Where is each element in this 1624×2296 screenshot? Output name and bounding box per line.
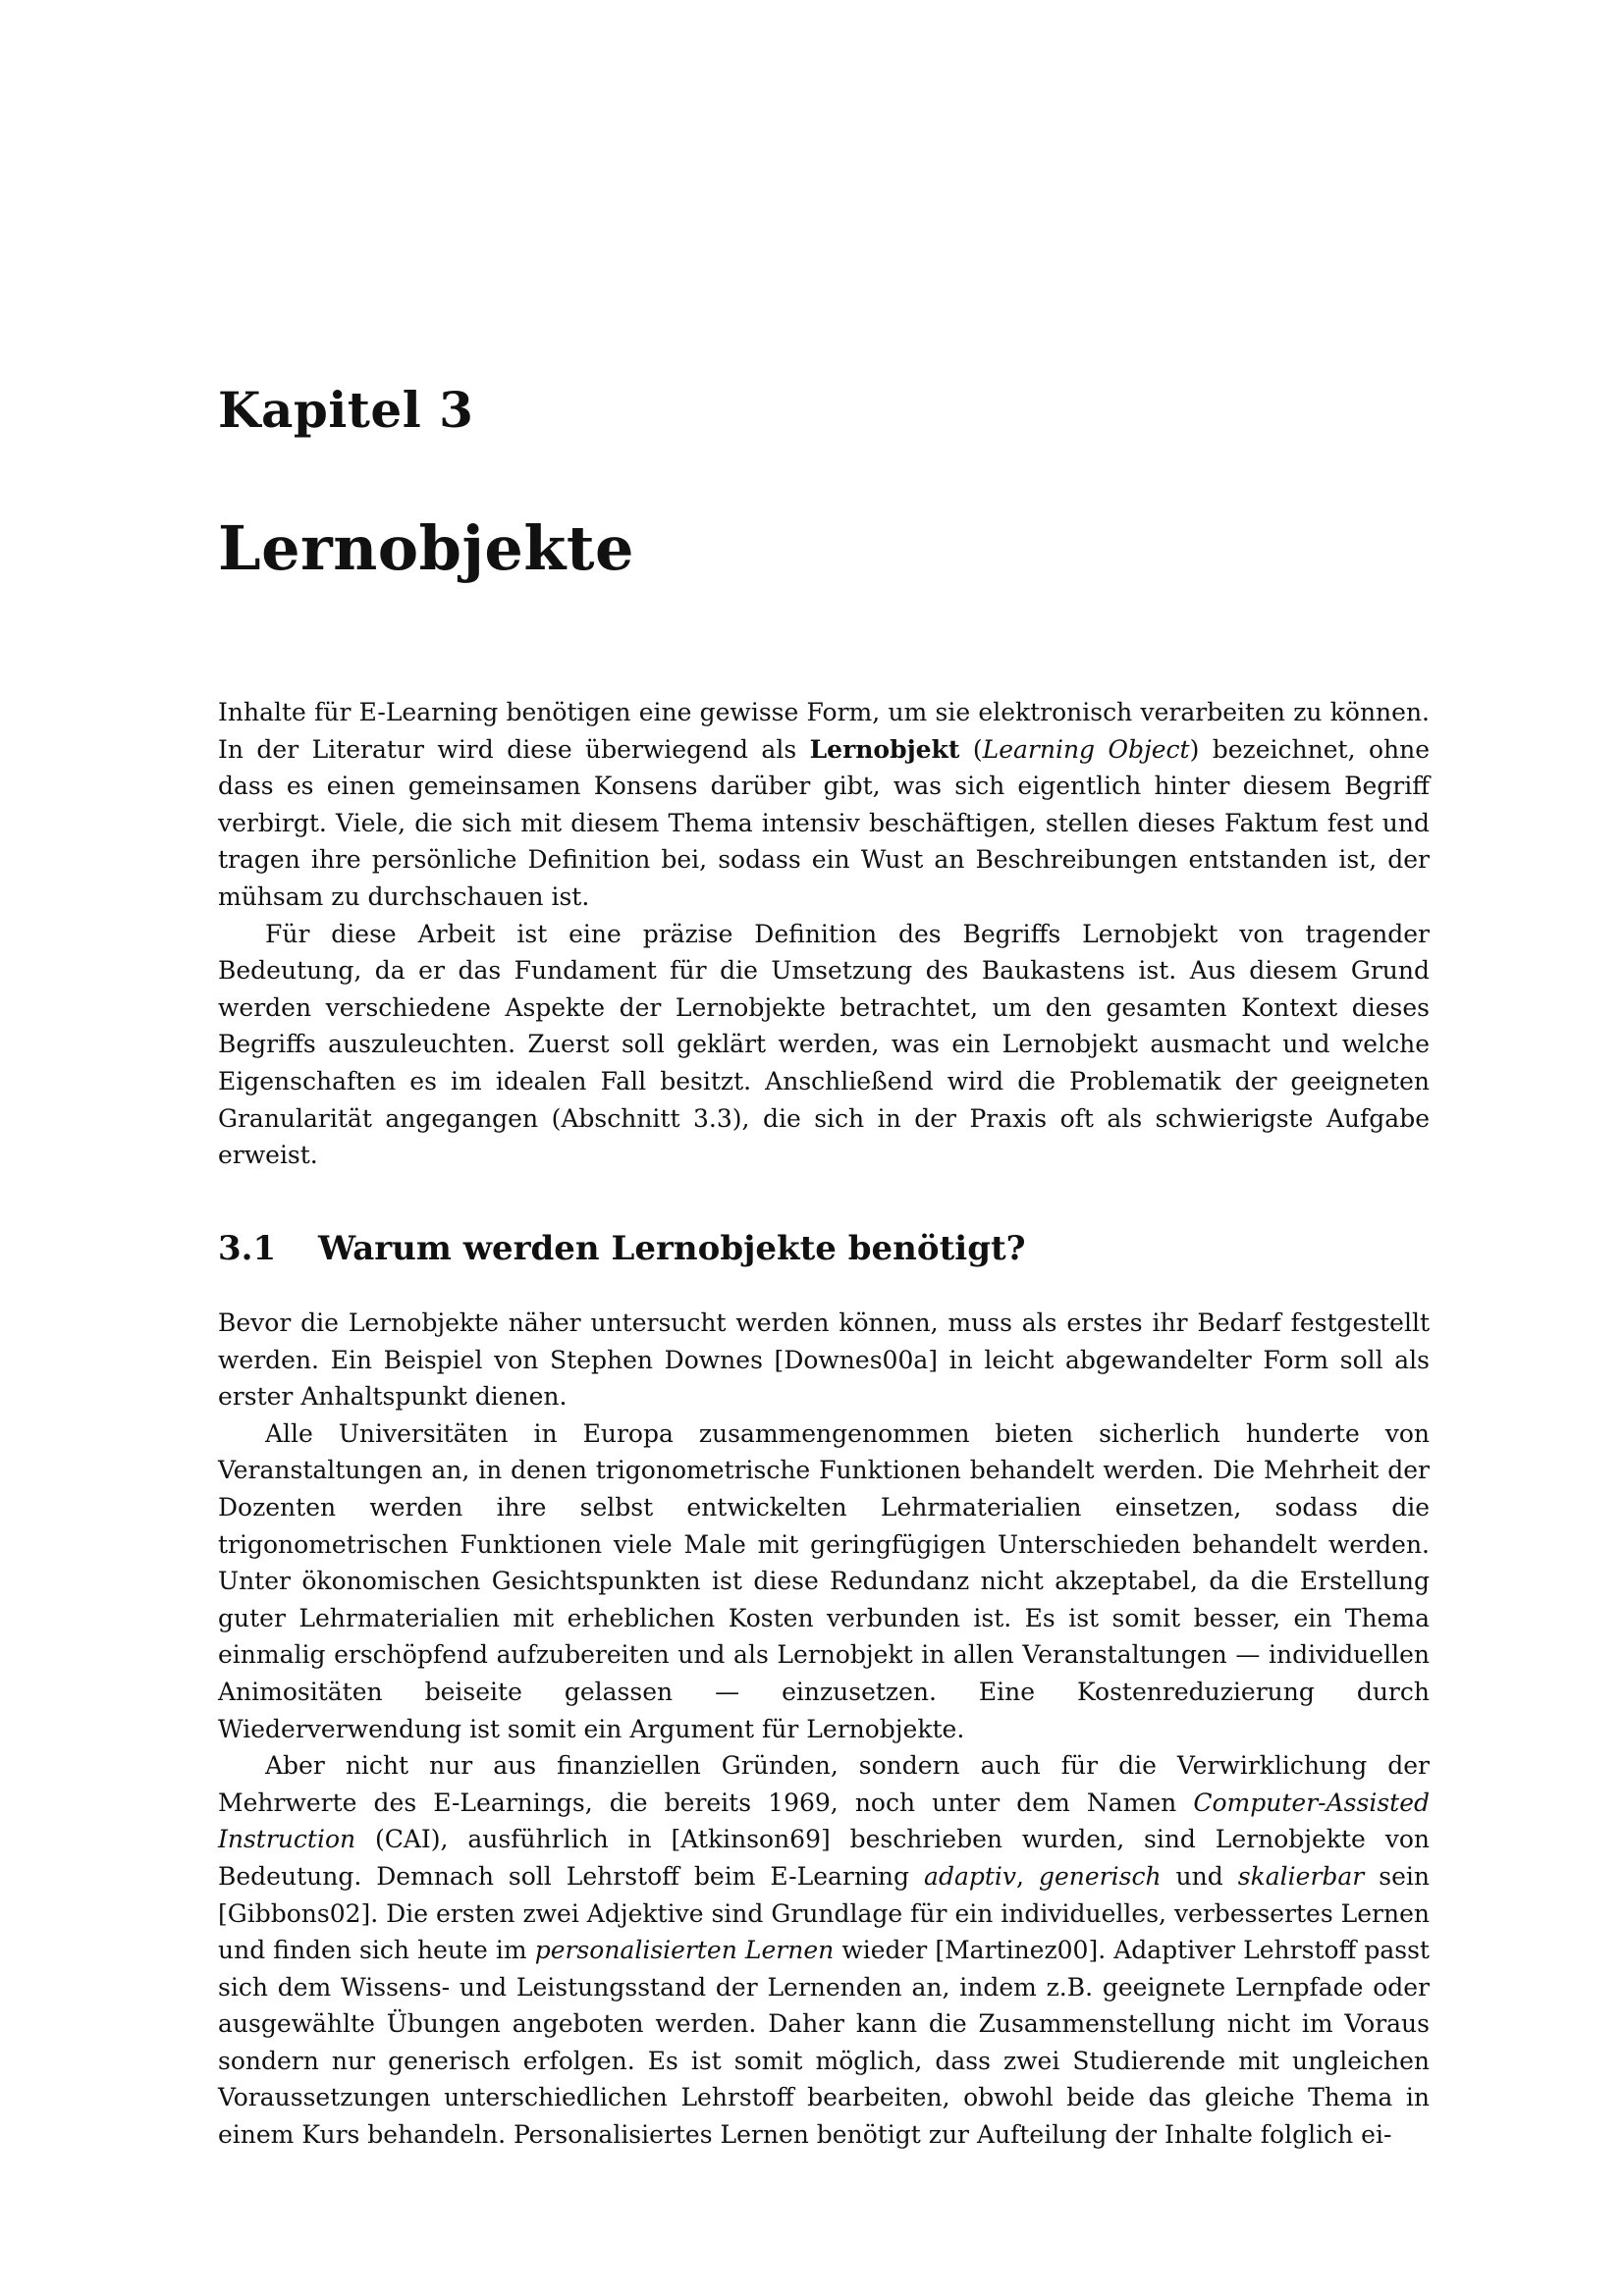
section-number: 3.1 bbox=[218, 1229, 277, 1268]
chapter-title: Lernobjekte bbox=[218, 512, 634, 584]
intro-paragraph-1: Inhalte für E-Learning benötigen eine gewisse Form, um sie elektronisch verarbeiten zu können. In der Literatur wird diese überwiegend als Lernobjekt (Learning Object) bezeichnet, ohne dass es einen gemeinsamen Konsens darüber gibt, was sich eigentlich hinter diesem Begriff verbirgt. Viele, die sich mit diesem Thema intensiv beschäftigen, stellen dieses Faktum fest und tragen ihre persönliche Definition bei, sodass ein Wust an Beschreibungen entstanden ist, der mühsam zu durchschauen ist. bbox=[218, 698, 1430, 911]
term-cai: Computer-Assisted Instruction bbox=[218, 1788, 1430, 1854]
term-lernobjekt: Lernobjekt bbox=[809, 734, 960, 764]
term-learning-object: Learning Object bbox=[982, 734, 1190, 764]
section-body bbox=[218, 1305, 1430, 2154]
section-heading bbox=[218, 1227, 1026, 1270]
chapter-label: Kapitel 3 bbox=[218, 381, 474, 439]
term-skalierbar: skalierbar bbox=[1237, 1861, 1365, 1891]
section-title: Warum werden Lernobjekte benötigt? bbox=[318, 1229, 1026, 1268]
term-generisch: generisch bbox=[1038, 1861, 1162, 1891]
term-adaptiv: adaptiv bbox=[924, 1861, 1017, 1891]
term-personalisiertes-lernen: personalisierten Lernen bbox=[534, 1936, 835, 1965]
section-paragraph-3: Aber nicht nur aus finanziellen Gründen, sondern auch für die Verwirklichung der Mehrwerte des E-Learnings, die bereits 1969, noch unter dem Namen Computer-Assisted Instruction (CAI), ausführlich in [Atkinson69] beschrieben wurden, sind Lernobjekte von Bedeutung. Demnach soll Lehrstoff beim E-Learning adaptiv, generisch und skalierbar sein [Gibbons02]. Die ersten zwei Adjektive sind Grundlage für ein individuelles, verbessertes Lernen und finden sich heute im personalisierten Lernen wieder [Martinez00]. Adaptiver Lehrstoff passt sich dem Wissens- und Leistungsstand der Lernenden an, indem z.B. geeignete Lernpfade oder ausgewählte Übungen angeboten werden. Daher kann die Zusammenstellung nicht im Voraus sondern nur generisch erfolgen. Es ist somit möglich, dass zwei Studierende mit ungleichen Voraussetzungen unterschiedlichen Lehrstoff bearbeiten, obwohl beide das gleiche Thema in einem Kurs behandeln. Personalisiertes Lernen benötigt zur Aufteilung der Inhalte folglich ei- bbox=[218, 1751, 1430, 2150]
section-paragraph-2: Alle Universitäten in Europa zusammengenommen bieten sicherlich hunderte von Veranstaltungen an, in denen trigonometrische Funktionen behandelt werden. Die Mehrheit der Dozenten werden ihre selbst entwickelten Lehrmaterialien einsetzen, sodass die trigonometrischen Funktionen viele Male mit geringfügigen Unterschieden behandelt werden. Unter ökonomischen Gesichtspunkten ist diese Redundanz nicht akzeptabel, da die Erstellung guter Lehrmaterialien mit erheblichen Kosten verbunden ist. Es ist somit besser, ein Thema einmalig erschöpfend aufzubereiten und als Lernobjekt in allen Veranstaltungen — individuellen Animositäten beiseite gelassen — einzusetzen. Eine Kostenreduzierung durch Wiederverwendung ist somit ein Argument für Lernobjekte. bbox=[218, 1418, 1430, 1743]
chapter-intro bbox=[218, 694, 1430, 1174]
intro-paragraph-2: Für diese Arbeit ist eine präzise Definition des Begriffs Lernobjekt von tragender Bedeutung, da er das Fundament für die Umsetzung des Baukastens ist. Aus diesem Grund werden verschiedene Aspekte der Lernobjekte betrachtet, um den gesamten Kontext dieses Begriffs auszuleuchten. Zuerst soll geklärt werden, was ein Lernobjekt ausmacht und welche Eigenschaften es im idealen Fall besitzt. Anschließend wird die Problematik der geeigneten Granularität angegangen (Abschnitt 3.3), die sich in der Praxis oft als schwierigste Aufgabe erweist. bbox=[218, 919, 1430, 1170]
section-paragraph-1: Bevor die Lernobjekte näher untersucht werden können, muss als erstes ihr Bedarf festgestellt werden. Ein Beispiel von Stephen Downes [Downes00a] in leicht abgewandelter Form soll als erster Anhaltspunkt dienen. bbox=[218, 1308, 1430, 1412]
